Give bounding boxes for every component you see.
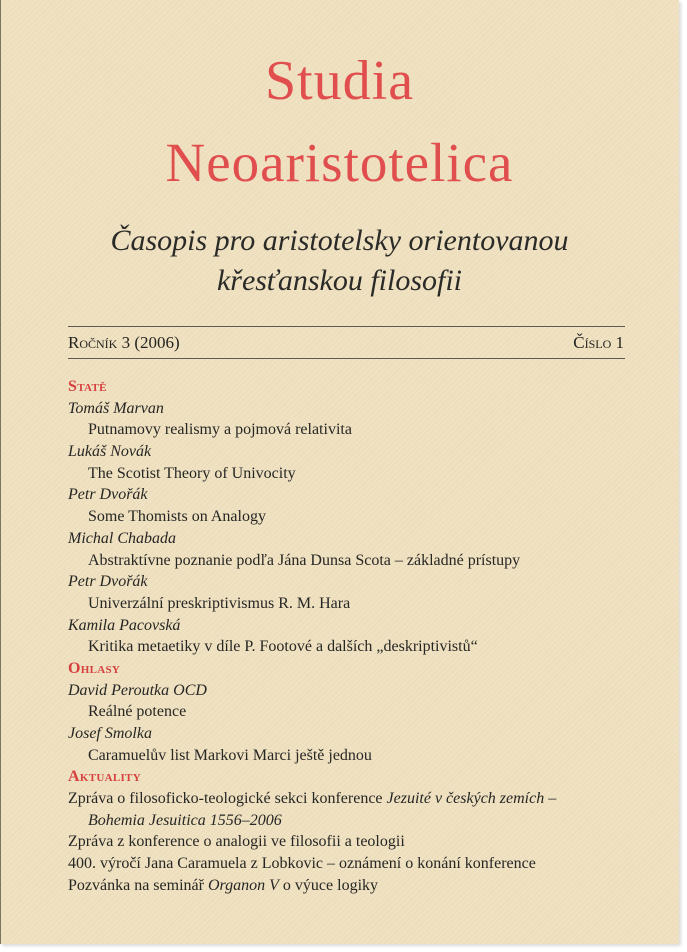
news-item-italic: Jezuité v českých zemích – xyxy=(386,790,557,808)
section-heading-state: Statě xyxy=(68,378,107,395)
news-item-italic: Organon V xyxy=(207,876,279,894)
journal-title-line2: Neoaristotelica xyxy=(165,132,514,193)
header-rule-bottom xyxy=(68,358,625,359)
toc-article-title: Putnamovy realismy a pojmová relativita xyxy=(88,421,352,439)
toc-author: Josef Smolka xyxy=(68,725,152,742)
news-item xyxy=(68,831,668,853)
journal-subtitle-line1: Časopis pro aristotelsky orientovanou xyxy=(110,224,569,257)
toc-article-title: Reálné potence xyxy=(88,703,187,721)
news-item-continuation xyxy=(68,810,668,832)
journal-title-line1: Studia xyxy=(264,50,415,112)
toc-article-title: Abstraktívne poznanie podľa Jána Dunsa Scota – základné prístupy xyxy=(88,551,521,569)
table-of-contents xyxy=(68,376,668,897)
toc-author: Michal Chabada xyxy=(68,529,176,547)
toc-author: Kamila Pacovská xyxy=(68,616,181,634)
toc-author: Lukáš Novák xyxy=(68,443,152,461)
section-heading-aktuality: Aktuality xyxy=(68,768,141,786)
header-rule-top xyxy=(68,326,625,327)
news-item-text: o výuce logiky xyxy=(278,876,379,894)
toc-article-title: Kritika metaetiky v díle P. Footové a dalších „deskriptivistů“ xyxy=(88,638,478,656)
toc-author: David Peroutka OCD xyxy=(68,681,207,699)
toc-author: Petr Dvořák xyxy=(68,573,148,591)
toc-author: Petr Dvořák xyxy=(68,486,148,504)
news-item xyxy=(68,853,668,875)
issue-label: Číslo 1 xyxy=(573,333,624,352)
toc-article-title: The Scotist Theory of Univocity xyxy=(88,464,296,482)
volume-label: Ročník 3 (2006) xyxy=(68,333,180,352)
news-item-text: 400. výročí Jana Caramuela z Lobkovic – oznámení o konání konference xyxy=(68,855,536,873)
news-item xyxy=(68,875,668,897)
news-item-italic: Bohemia Jesuitica 1556–2006 xyxy=(88,811,282,829)
news-item-text: Zpráva o filosoficko-teologické sekci konference xyxy=(68,790,387,808)
news-item-text: Zpráva z konference o analogii ve filosofii a teologii xyxy=(68,833,405,851)
news-item-text: Pozvánka na seminář xyxy=(68,876,208,894)
toc-article-title: Some Thomists on Analogy xyxy=(88,508,266,526)
journal-subtitle-line2: křesťanskou filosofii xyxy=(216,264,463,297)
toc-article-title: Caramuelův list Markovi Marci ještě jednou xyxy=(88,746,372,764)
toc-article-title: Univerzální preskriptivismus R. M. Hara xyxy=(88,594,351,612)
toc-author: Tomáš Marvan xyxy=(68,399,164,417)
news-item xyxy=(68,788,668,810)
section-heading-ohlasy: Ohlasy xyxy=(68,659,121,677)
